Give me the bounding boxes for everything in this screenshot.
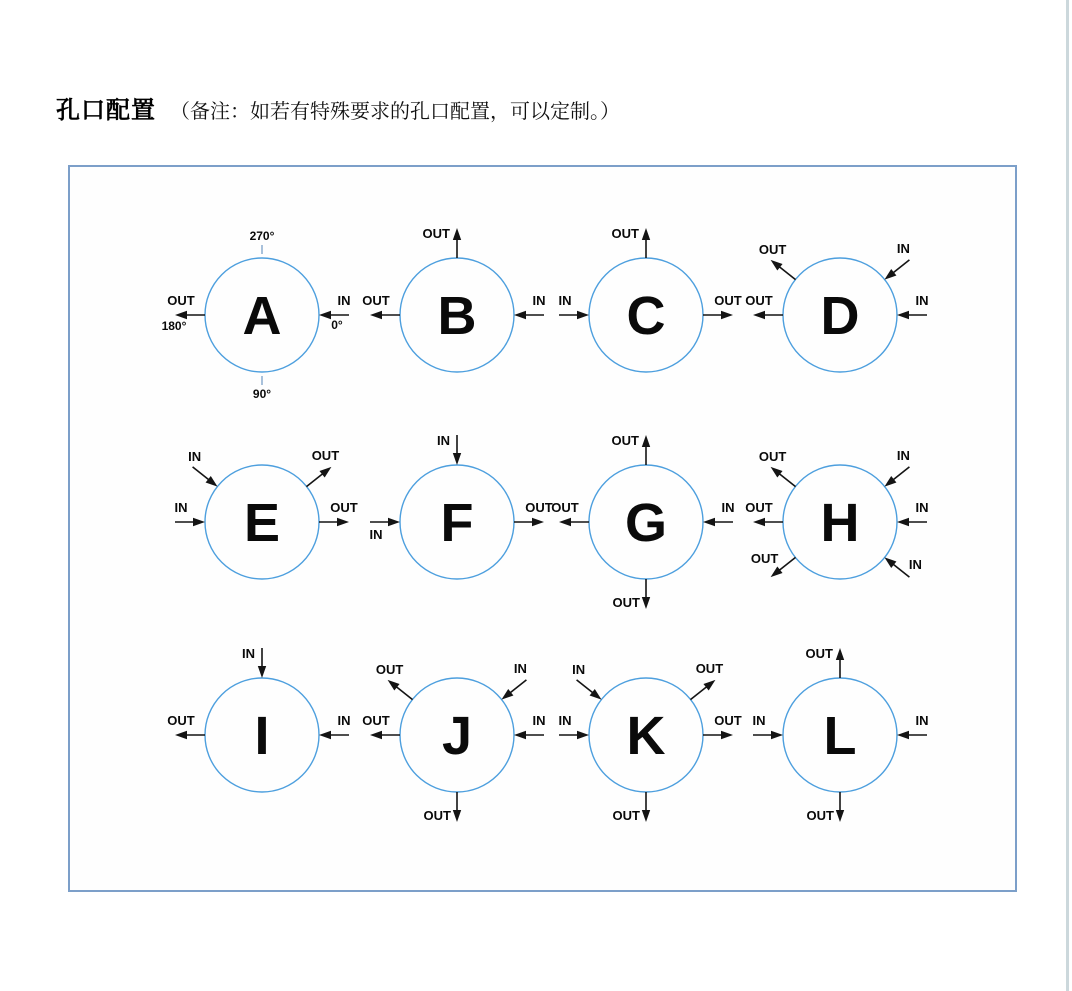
arrowhead-icon <box>642 435 650 447</box>
port-config-unit-A <box>162 229 351 401</box>
port-label-out: OUT <box>612 808 640 823</box>
port-label-in: IN <box>188 448 202 464</box>
arrowhead-icon <box>501 689 513 700</box>
arrowhead-icon <box>514 731 526 739</box>
port-label-out: OUT <box>745 293 773 308</box>
arrowhead-icon <box>771 566 783 577</box>
port-label-out: OUT <box>362 293 390 308</box>
arrowhead-icon <box>771 467 783 478</box>
arrowhead-icon <box>771 731 783 739</box>
port-label-out: OUT <box>805 646 833 661</box>
port-label-in: IN <box>558 293 572 308</box>
unit-letter-L: L <box>823 706 857 766</box>
arrowhead-icon <box>897 311 909 319</box>
port-label-in: IN <box>174 500 188 515</box>
unit-letter-C: C <box>626 286 666 346</box>
arrowhead-icon <box>642 228 650 240</box>
arrowhead-icon <box>258 666 266 678</box>
arrowhead-icon <box>388 680 400 691</box>
port-line <box>577 680 593 693</box>
arrowhead-icon <box>206 476 218 487</box>
port-config-unit-C <box>559 226 742 372</box>
arrowhead-icon <box>577 311 589 319</box>
arrowhead-icon <box>836 810 844 822</box>
arrowhead-icon <box>703 518 715 526</box>
port-config-unit-K <box>559 661 742 823</box>
unit-letter-D: D <box>820 286 860 346</box>
unit-letter-K: K <box>626 706 666 766</box>
arrowhead-icon <box>370 731 382 739</box>
arrowhead-icon <box>642 810 650 822</box>
port-label-out: OUT <box>525 500 553 515</box>
port-label-out: OUT <box>311 447 340 463</box>
arrowhead-icon <box>897 731 909 739</box>
angle-label: 270° <box>249 229 275 243</box>
port-label-out: OUT <box>375 661 404 677</box>
port-label-out: OUT <box>806 808 834 823</box>
port-label-in: IN <box>721 500 735 515</box>
section-heading: 孔口配置 <box>56 98 156 124</box>
port-label-in: IN <box>242 646 255 661</box>
arrowhead-icon <box>337 518 349 526</box>
arrowhead-icon <box>370 311 382 319</box>
port-label-out: OUT <box>362 713 390 728</box>
unit-letter-A: A <box>242 286 282 346</box>
port-line <box>779 557 795 570</box>
port-label-out: OUT <box>745 500 773 515</box>
port-line <box>779 267 795 280</box>
port-label-out: OUT <box>423 808 451 823</box>
port-config-unit-E <box>175 448 358 579</box>
page-edge-line <box>1066 0 1069 991</box>
angle-label: 180° <box>161 319 187 333</box>
arrowhead-icon <box>532 518 544 526</box>
unit-letter-H: H <box>820 493 860 553</box>
arrowhead-icon <box>175 731 187 739</box>
port-line <box>893 467 909 480</box>
port-config-unit-I <box>167 646 350 792</box>
arrowhead-icon <box>559 518 571 526</box>
port-config-unit-B <box>362 226 545 372</box>
port-line <box>690 687 706 700</box>
arrowhead-icon <box>319 467 331 478</box>
arrowhead-icon <box>388 518 400 526</box>
unit-letter-B: B <box>437 286 477 346</box>
section-title-row <box>56 90 620 125</box>
arrowhead-icon <box>319 311 331 319</box>
arrowhead-icon <box>319 731 331 739</box>
port-label-out: OUT <box>758 241 787 257</box>
port-line <box>306 474 322 487</box>
arrowhead-icon <box>753 311 765 319</box>
arrowhead-icon <box>884 269 896 280</box>
port-label-out: OUT <box>714 293 742 308</box>
port-config-unit-H <box>745 448 928 579</box>
arrowhead-icon <box>590 689 602 700</box>
port-label-out: OUT <box>750 551 779 567</box>
port-line <box>893 260 909 273</box>
arrowhead-icon <box>577 731 589 739</box>
port-label-in: IN <box>532 713 546 728</box>
port-label-in: IN <box>915 500 929 515</box>
port-label-out: OUT <box>330 500 358 515</box>
port-config-unit-G <box>551 433 734 610</box>
angle-label: 0° <box>331 318 343 332</box>
port-config-unit-J <box>362 661 545 823</box>
arrowhead-icon <box>175 311 187 319</box>
arrowhead-icon <box>771 260 783 271</box>
port-configuration-diagram <box>70 167 1019 894</box>
unit-letter-G: G <box>624 493 668 553</box>
port-label-in: IN <box>572 661 586 677</box>
port-label-in: IN <box>337 293 351 308</box>
port-label-out: OUT <box>758 448 787 464</box>
port-label-in: IN <box>337 713 351 728</box>
section-note: （备注：如若有特殊要求的孔口配置，可以定制。） <box>170 101 620 123</box>
arrowhead-icon <box>753 518 765 526</box>
port-label-in: IN <box>915 293 929 308</box>
port-label-out: OUT <box>611 433 639 448</box>
arrowhead-icon <box>897 518 909 526</box>
port-line <box>893 564 909 577</box>
arrowhead-icon <box>703 680 715 691</box>
arrowhead-icon <box>453 810 461 822</box>
port-label-in: IN <box>915 713 929 728</box>
arrowhead-icon <box>514 311 526 319</box>
port-label-out: OUT <box>422 226 450 241</box>
arrowhead-icon <box>193 518 205 526</box>
arrowhead-icon <box>884 557 896 568</box>
arrowhead-icon <box>721 731 733 739</box>
port-line <box>396 687 412 700</box>
port-label-in: IN <box>908 557 922 573</box>
unit-letter-I: I <box>254 706 270 766</box>
port-config-unit-D <box>745 241 928 372</box>
port-line <box>779 474 795 487</box>
arrowhead-icon <box>453 228 461 240</box>
unit-letter-F: F <box>440 493 474 553</box>
arrowhead-icon <box>453 453 461 465</box>
port-config-unit-L <box>753 646 929 823</box>
port-label-out: OUT <box>695 660 724 676</box>
port-config-unit-F <box>370 433 553 579</box>
port-line <box>510 680 526 693</box>
port-label-in: IN <box>896 447 910 463</box>
arrowhead-icon <box>721 311 733 319</box>
unit-letter-E: E <box>243 493 281 553</box>
port-label-in: IN <box>532 293 546 308</box>
port-label-out: OUT <box>167 713 195 728</box>
port-label-out: OUT <box>551 500 579 515</box>
port-configuration-figure <box>68 165 1017 892</box>
port-line <box>193 467 209 480</box>
port-label-in: IN <box>896 240 910 256</box>
arrowhead-icon <box>836 648 844 660</box>
arrowhead-icon <box>642 597 650 609</box>
port-label-in: IN <box>752 713 766 728</box>
port-label-in: IN <box>513 660 527 676</box>
port-label-out: OUT <box>714 713 742 728</box>
port-label-in: IN <box>437 433 450 448</box>
unit-letter-J: J <box>441 706 473 766</box>
angle-label: 90° <box>252 387 272 401</box>
port-label-out: OUT <box>612 595 640 610</box>
port-label-out: OUT <box>611 226 639 241</box>
arrowhead-icon <box>884 476 896 487</box>
port-label-in: IN <box>558 713 572 728</box>
port-label-out: OUT <box>167 293 195 308</box>
port-label-in: IN <box>369 527 383 542</box>
